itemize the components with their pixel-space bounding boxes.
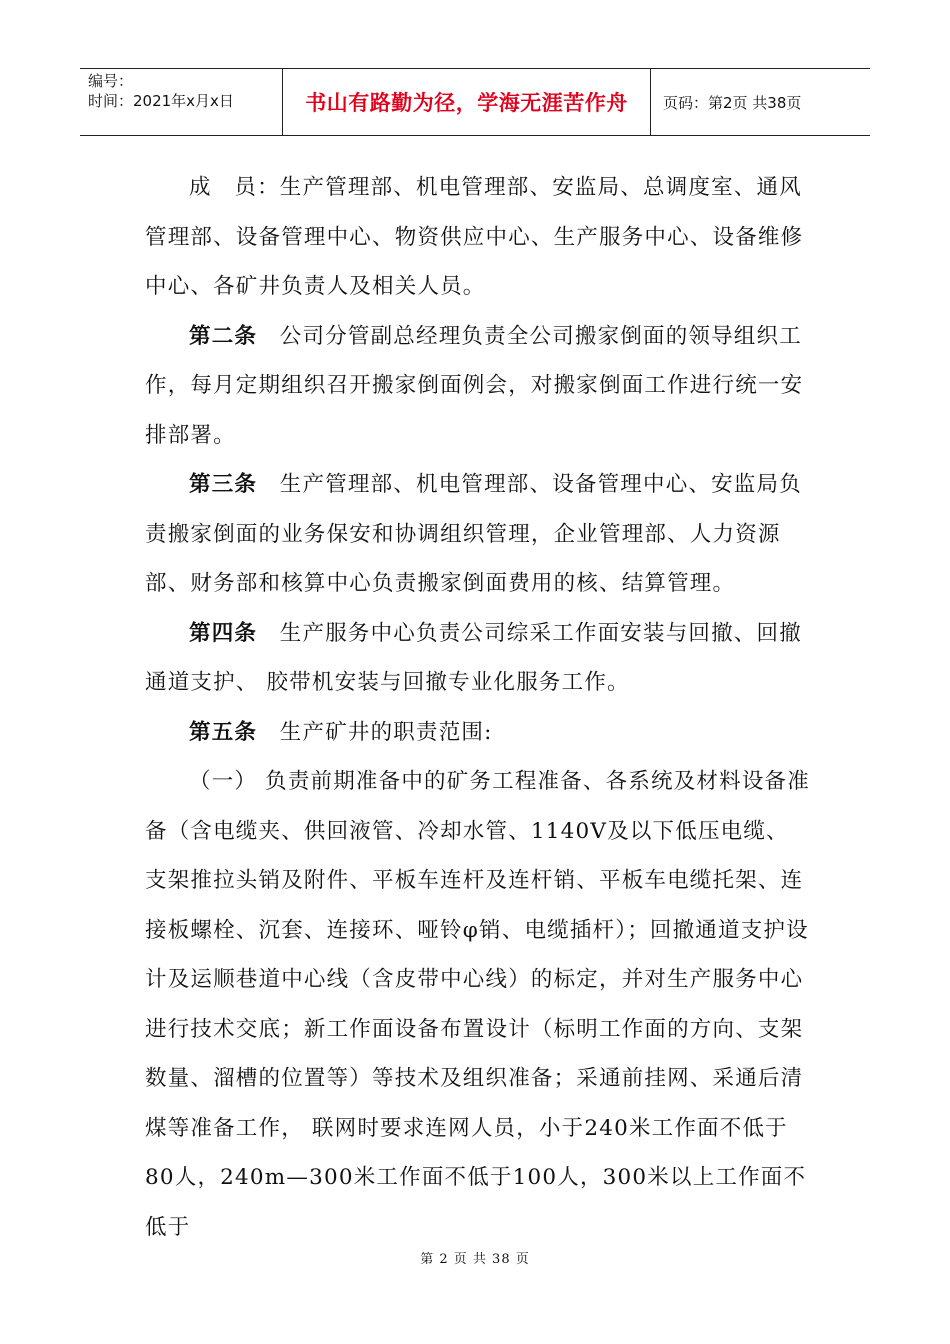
- article-4: [145, 609, 810, 708]
- header-meta: [80, 69, 283, 135]
- article-2: [145, 312, 810, 461]
- document-time-label: 时间：2021年x月x日: [88, 92, 234, 110]
- document-number-label: 编号：: [88, 72, 134, 90]
- article-3-title: 第三条: [189, 472, 258, 497]
- document-body: [145, 163, 810, 1252]
- members-paragraph: 成 员：生产管理部、机电管理部、安监局、总调度室、通风管理部、设备管理中心、物资供应中心、生产服务中心、设备维修中心、各矿井负责人及相关人员。: [145, 175, 804, 299]
- page-header: [80, 68, 870, 136]
- article-2-text: 公司分管副总经理负责全公司搬家倒面的领导组织工作，每月定期组织召开搬家倒面例会，对搬家倒面工作进行统一安排部署。: [145, 323, 804, 448]
- article-5: [145, 708, 810, 758]
- article-5-text: 生产矿井的职责范围:: [257, 719, 493, 745]
- page-footer: 第 2 页 共 38 页: [420, 1252, 530, 1267]
- article-4-text: 生产服务中心负责公司综采工作面安装与回撤、回撤通道支护、 胶带机安装与回撤专业化服务工作。: [145, 620, 802, 695]
- header-motto: 书山有路勤为径，学海无涯苦作舟: [283, 69, 651, 135]
- article-5-title: 第五条: [189, 719, 258, 745]
- article-2-title: 第二条: [189, 323, 258, 349]
- header-page-number: 页码：第2页 共38页: [663, 93, 802, 112]
- article-5-item-1: （一） 负责前期准备中的矿务工程准备、各系统及材料设备准备（含电缆夹、供回液管、冷却水管、1140V及以下低压电缆、支架推拉头销及附件、平板车连杆及连杆销、平板车电缆托架、连接板螺栓、沉套、连接环、哑铃φ销、电缆插杆）；回撤通道支护设计及运顺巷道中心线（含皮带中心线）的标定，并对生产服务中心进行技术交底；新工作面设备布置设计（标明工作面的方向、支架数量、溜槽的位置等）等技术及组织准备；采通前挂网、采通后清煤等准备工作， 联网时要求连网人员，小于240米工作面不低于80人，240m—300米工作面不低于100人，300米以上工作面不低于: [145, 769, 810, 1240]
- article-3-text: 生产管理部、机电管理部、设备管理中心、安监局负责搬家倒面的业务保安和协调组织管理，企业管理部、人力资源部、财务部和核算中心负责搬家倒面费用的核、结算管理。: [145, 472, 802, 596]
- article-4-title: 第四条: [189, 620, 258, 646]
- article-3: [145, 460, 810, 609]
